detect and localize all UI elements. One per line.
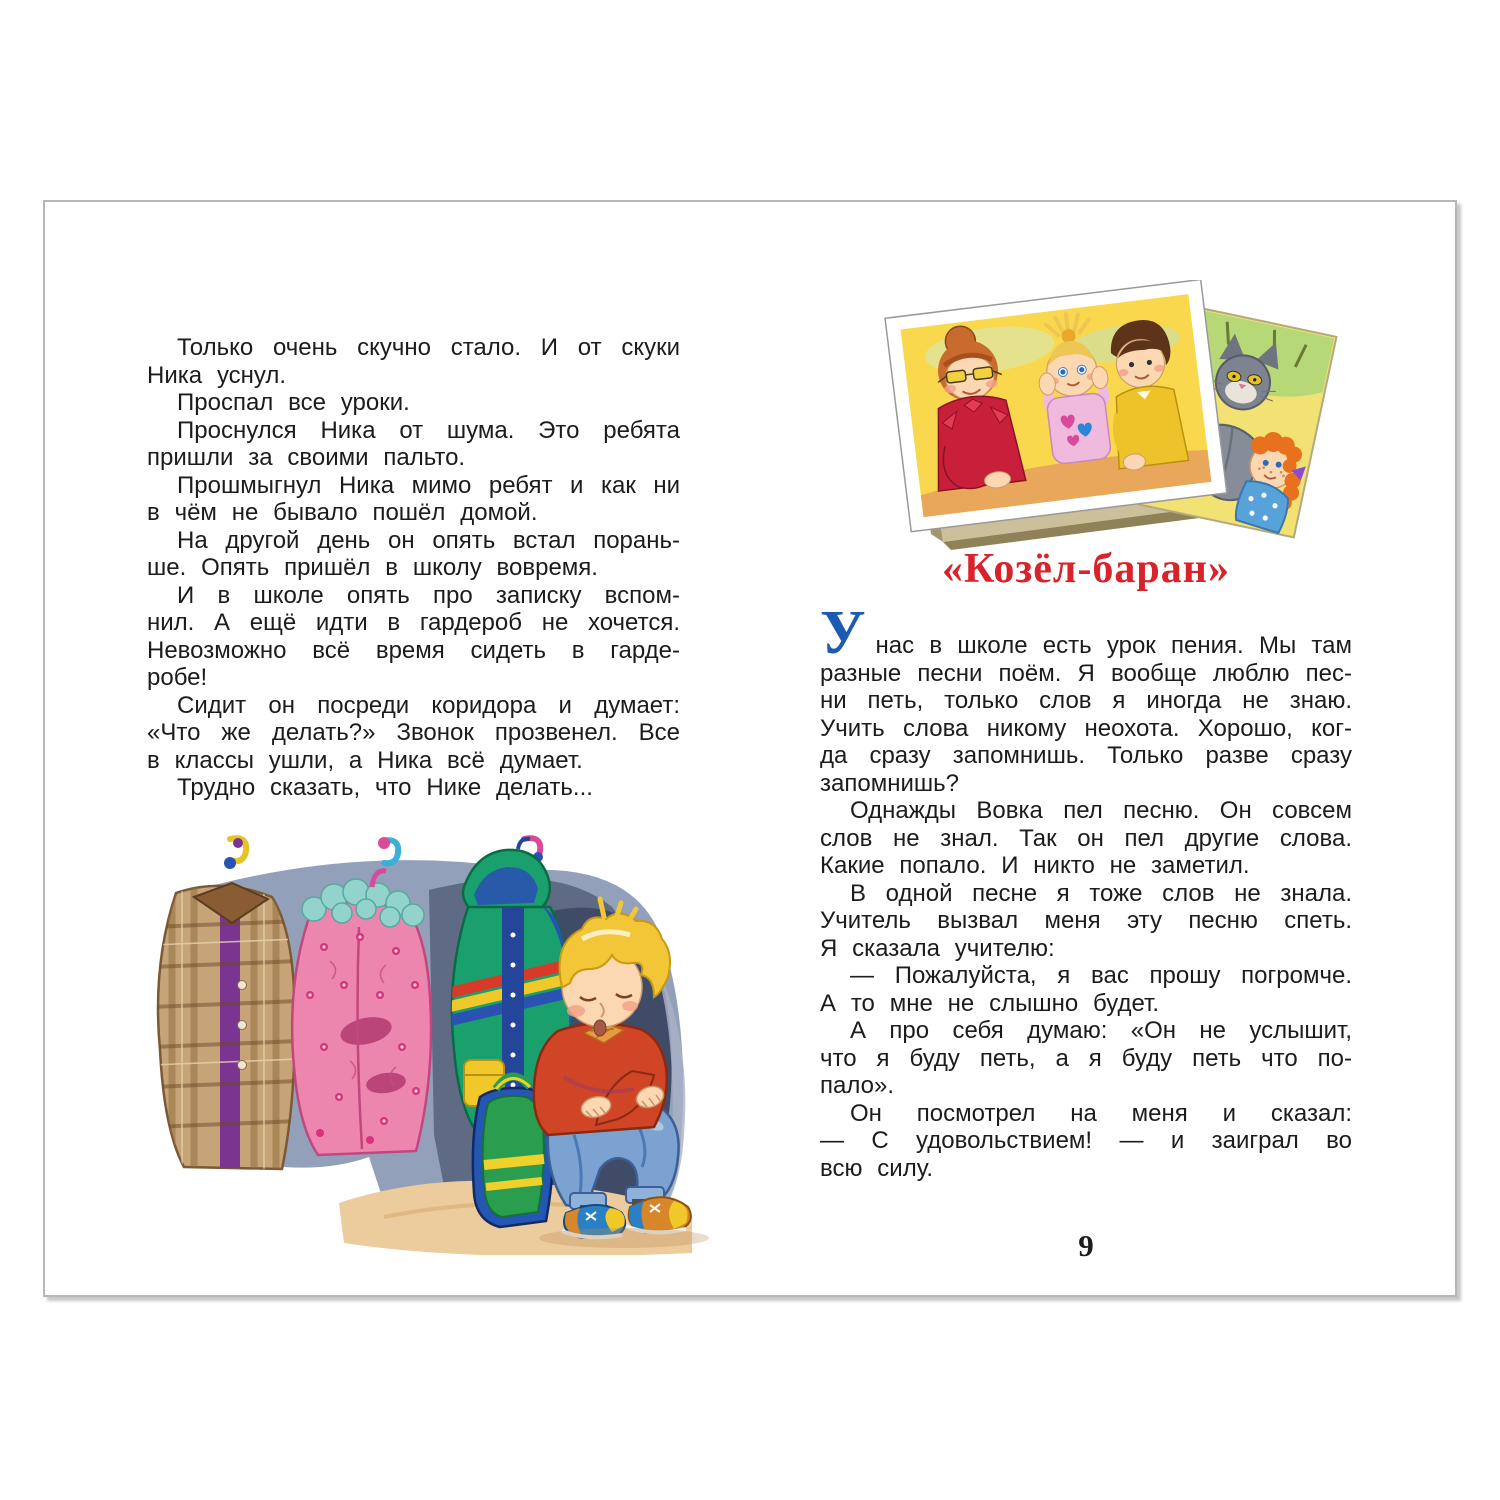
coat-pink-floral xyxy=(292,871,431,1155)
text-line: пало». xyxy=(820,1072,894,1099)
text-line: разные песни поём. Я вообще люблю пес- xyxy=(820,659,1352,687)
right-text-column xyxy=(820,599,1352,1182)
text-line: В одной песне я тоже слов не знала. xyxy=(850,879,1352,907)
picture-teacher-and-kids xyxy=(885,280,1227,532)
text-line: всю силу. xyxy=(820,1154,933,1182)
text-line: робе! xyxy=(147,664,208,691)
text-line: На другой день он опять встал порань- xyxy=(177,526,680,554)
text-line: А то мне не слышно будет. xyxy=(820,989,1160,1017)
text-line: — Пожалуйста, я вас прошу погромче. xyxy=(850,962,1352,989)
text-line: Ника уснул. xyxy=(147,361,287,389)
text-line: нил. А ещё идти в гардероб не хочется. xyxy=(147,609,680,636)
text-line: Я сказала учителю: xyxy=(820,934,1055,962)
text-line: И в школе опять про записку вспом- xyxy=(177,581,680,609)
text-line: Прошмыгнул Ника мимо ребят и как ни xyxy=(177,471,680,499)
text-line: Какие попало. И никто не заметил. xyxy=(820,852,1250,879)
text-line: да сразу запомнишь. Только разве сразу xyxy=(820,742,1352,769)
left-text-column xyxy=(147,334,680,802)
drop-cap: У xyxy=(820,599,866,667)
text-line: «Что же делать?» Звонок прозвенел. Все xyxy=(147,719,680,746)
text-line: в классы ушли, а Ника всё думает. xyxy=(147,746,583,774)
coat-brown-plaid xyxy=(152,875,299,1175)
text-line: А про себя думаю: «Он не услышит, xyxy=(850,1017,1352,1044)
text-line: слов не знал. Так он пел другие слова. xyxy=(820,824,1352,852)
text-line: Учитель вызвал меня эту песню спеть. xyxy=(820,907,1352,934)
text-line: Трудно сказать, что Нике делать... xyxy=(177,774,593,801)
text-line: Сидит он посреди коридора и думает: xyxy=(177,691,680,719)
book-spread xyxy=(43,200,1457,1297)
text-line: Проснулся Ника от шума. Это ребята xyxy=(177,416,680,444)
text-line: Учить слова никому неохота. Хорошо, ког- xyxy=(820,714,1352,742)
text-line: запомнишь? xyxy=(820,769,959,797)
page-number: 9 xyxy=(1078,1228,1094,1263)
text-line: пришли за своими пальто. xyxy=(147,444,466,471)
text-line: ше. Опять пришёл в школу вовремя. xyxy=(147,554,598,581)
text-line: Невозможно всё время сидеть в гарде- xyxy=(147,636,680,664)
text-line: что я буду петь, а я буду петь что по- xyxy=(820,1044,1352,1072)
glasses xyxy=(946,370,966,383)
text-line: ни петь, только слов я иногда не знаю. xyxy=(820,687,1352,714)
text-line: Только очень скучно стало. И от скуки xyxy=(177,334,680,361)
text-line: Однажды Вовка пел песню. Он совсем xyxy=(850,797,1352,824)
cloakroom-illustration xyxy=(134,835,709,1255)
text-line: Он посмотрел на меня и сказал: xyxy=(850,1099,1352,1127)
text-line: в чём не бывало пошёл домой. xyxy=(147,499,538,526)
text-line: Проспал все уроки. xyxy=(177,389,410,416)
text-line: — С удовольствием! — и заиграл во xyxy=(820,1127,1352,1154)
story-title: «Козёл-баран» xyxy=(942,546,1230,592)
text-line: Унас в школе есть урок пения. Мы там xyxy=(820,599,1352,667)
pictures-illustration xyxy=(877,280,1342,552)
